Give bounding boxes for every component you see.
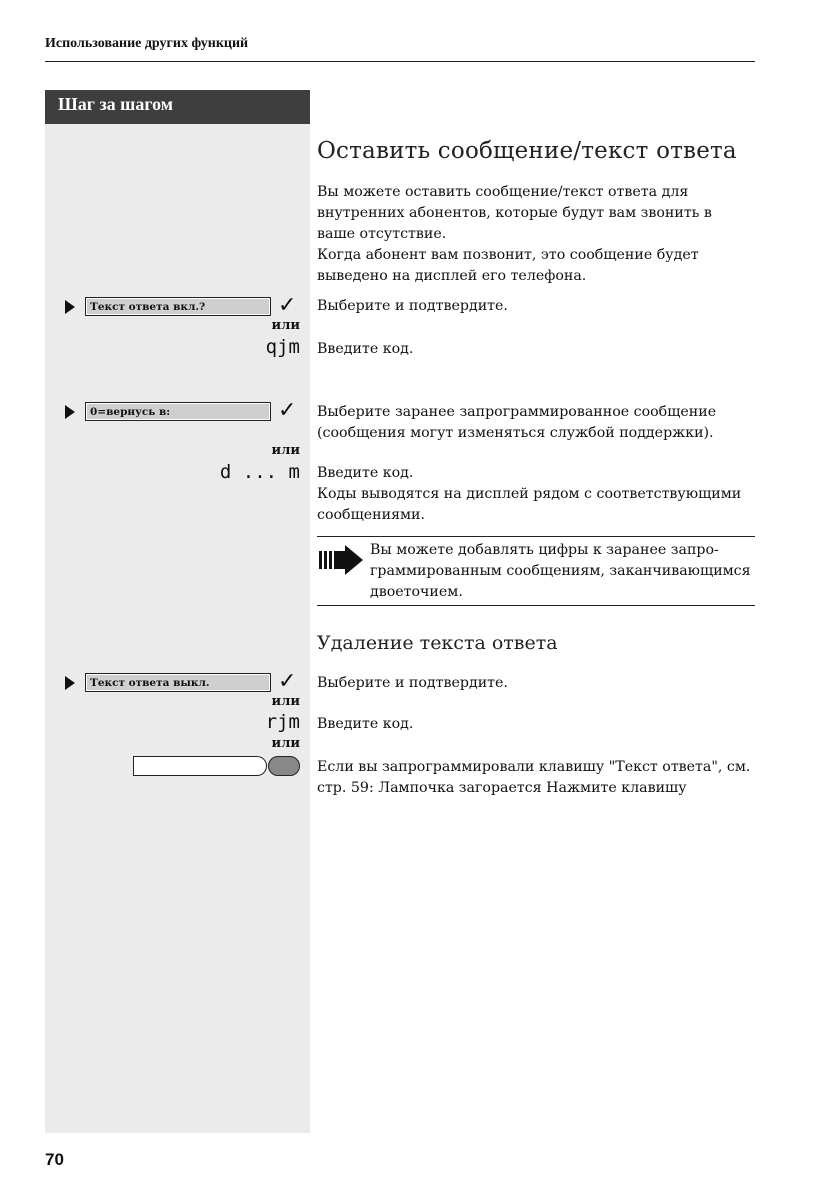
- intro-line: ваше отсутствие.: [317, 226, 447, 242]
- section-title-leave-message: Оставить сообщение/текст ответа: [317, 138, 737, 164]
- confirm-check-icon[interactable]: ✓: [278, 293, 297, 318]
- select-arrow-icon: [65, 405, 75, 419]
- code-instruction: [317, 463, 757, 526]
- code-d-m: d ... m: [219, 461, 300, 483]
- select-arrow-icon: [65, 300, 75, 314]
- intro-line: Когда абонент вам позвонит, это сообщение будет: [317, 247, 699, 263]
- note-pointer-icon: [317, 543, 365, 577]
- code-instruction: Введите код.: [317, 341, 414, 357]
- intro-line: внутренних абонентов, которые будут вам звонить в: [317, 205, 712, 221]
- code-instruction: Введите код.: [317, 716, 414, 732]
- header-rule: [45, 61, 755, 62]
- display-option-reply-on[interactable]: Текст ответа вкл.?: [85, 297, 271, 316]
- or-label: или: [271, 443, 300, 458]
- or-label: или: [271, 736, 300, 751]
- key-line: Если вы запрограммировали клавишу "Текст ответа", см.: [317, 759, 751, 775]
- display-option-back-at[interactable]: 0=вернусь в:: [85, 402, 271, 421]
- reply-text-key-label-field[interactable]: [133, 756, 255, 776]
- note-line: Вы можете добавлять цифры к заранее запро-: [370, 542, 719, 558]
- step-line: Выберите заранее запрограммированное сообщение: [317, 404, 717, 420]
- note-top-rule: [317, 536, 755, 537]
- code-line: Коды выводятся на дисплей рядом с соответствующими: [317, 486, 742, 502]
- code-rjm: rjm: [265, 711, 300, 733]
- intro-line: выведено на дисплей его телефона.: [317, 268, 587, 284]
- note-text: [370, 540, 760, 603]
- confirm-check-icon[interactable]: ✓: [278, 669, 297, 694]
- page-number: 70: [45, 1150, 64, 1169]
- step-instruction: Выберите и подтвердите.: [317, 298, 508, 314]
- note-line: граммированным сообщениям, заканчивающимся: [370, 563, 751, 579]
- select-arrow-icon: [65, 676, 75, 690]
- reply-text-key-button[interactable]: [268, 756, 300, 776]
- note-line: двоеточием.: [370, 584, 463, 600]
- display-option-reply-off[interactable]: Текст ответа выкл.: [85, 673, 271, 692]
- page-header-title: Использование других функций: [45, 36, 249, 51]
- key-instruction: [317, 757, 762, 799]
- step-line: (сообщения могут изменяться службой поддержки).: [317, 425, 714, 441]
- step-instruction: Выберите и подтвердите.: [317, 675, 508, 691]
- sidebar-heading: Шаг за шагом: [58, 94, 174, 114]
- code-line: Введите код.: [317, 465, 414, 481]
- step-instruction: [317, 402, 757, 444]
- section-title-delete-reply: Удаление текста ответа: [317, 632, 558, 654]
- intro-line: Вы можете оставить сообщение/текст ответа для: [317, 184, 689, 200]
- note-bottom-rule: [317, 605, 755, 606]
- intro-paragraph: [317, 182, 757, 287]
- or-label: или: [271, 318, 300, 333]
- sidebar-column: [45, 90, 310, 1133]
- code-qjm: qjm: [265, 336, 300, 358]
- or-label: или: [271, 694, 300, 709]
- code-line: сообщениями.: [317, 507, 426, 523]
- key-line: стр. 59: Лампочка загорается Нажмите клавишу: [317, 780, 687, 796]
- confirm-check-icon[interactable]: ✓: [278, 398, 297, 423]
